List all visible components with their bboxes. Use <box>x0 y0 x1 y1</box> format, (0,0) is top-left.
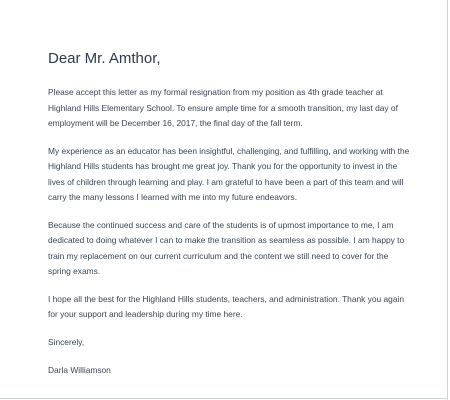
signature-name: Darla Williamson <box>48 365 111 375</box>
page-bottom-border <box>0 398 448 399</box>
paragraph-experience: My experience as an educator has been insightful, challenging, and fulfilling, and working with the Highland Hills students has brought me great joy. Thank you for the opportunity to invest in the lives of children through learning and play. I am grateful to have been a part of this team and will carry the many lessons I learned with me into my future endeavors. <box>48 145 410 202</box>
closing: Sincerely, <box>48 336 85 347</box>
paragraph-farewell: I hope all the best for the Highland Hills students, teachers, and administration. Thank you again for your support and leadership during my time here. <box>48 293 404 319</box>
page-right-border <box>447 0 448 400</box>
paragraph-transition: Because the continued success and care of the students is of upmost importance to me, I am dedicated to doing whatever I can to make the transition as seamless as possible. I am happy to train my replacement on our current curriculum and the content we still need to cover for the spring exams. <box>48 219 405 276</box>
resignation-letter <box>48 36 412 379</box>
salutation: Dear Mr. Amthor, <box>48 50 161 67</box>
paragraph-notice: Please accept this letter as my formal resignation from my position as 4th grade teacher at Highland Hills Elementary School. To ensure ample time for a smooth transition, my last day of employment will be December 16, 2017, the final day of the fall term. <box>48 87 398 128</box>
